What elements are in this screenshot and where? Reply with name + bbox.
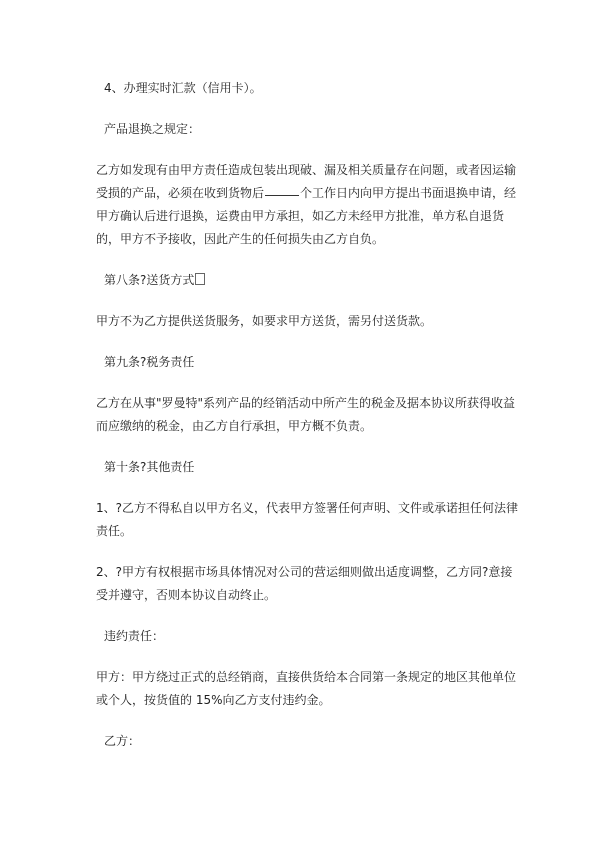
- article-10-item-1: 1、?乙方不得私自以甲方名义，代表甲方签署任何声明、文件或承诺担任何法律责任。: [96, 501, 519, 538]
- article-9-title: 第九条?税务责任: [104, 355, 195, 369]
- item-4: 4、办理实时汇款（信用卡）。: [104, 81, 262, 95]
- section-return-body-part2: 个工作日内向甲方提出书面退换申请，经甲方确认后进行退换，运费由甲方承担，如乙方未经甲方批准，单方私自退货的，甲方不予接收，因此产生的任何损失由乙方自负。: [96, 186, 517, 246]
- article-10-item-2: 2、?甲方有权根据市场具体情况对公司的营运细则做出适度调整，乙方同?意接受并遵守，否则本协议自动终止。: [96, 565, 513, 602]
- section-return-body: [96, 159, 524, 251]
- section-return-body-part1: 乙方如发现有由甲方责任造成包装出现破、漏及相关质量存在问题，或者因运输受损的产品，必须在收到货物后: [96, 163, 517, 200]
- section-return-title: 产品退换之规定：: [104, 122, 201, 136]
- article-8-title-text: 第八条?送货方式: [104, 273, 195, 287]
- document-content: [96, 77, 524, 771]
- article-9-body: 乙方在从事"罗曼特"系列产品的经销活动中所产生的税金及据本协议所获得收益而应缴纳的税金，由乙方自行承担，甲方概不负责。: [96, 396, 516, 433]
- article-8-title: [104, 269, 524, 292]
- breach-title: 违约责任：: [104, 629, 165, 643]
- breach-party-b: 乙方：: [104, 734, 141, 748]
- article-8-body: 甲方不为乙方提供送货服务，如要求甲方送货，需另付送货款。: [96, 314, 433, 328]
- missing-glyph-box-icon: [195, 273, 205, 285]
- breach-party-a: 甲方：甲方绕过正式的总经销商，直接供货给本合同第一条规定的地区其他单位或个人，按货值的 15%向乙方支付违约金。: [96, 670, 517, 707]
- article-10-title: 第十条?其他责任: [104, 460, 195, 474]
- blank-underline: [265, 185, 299, 196]
